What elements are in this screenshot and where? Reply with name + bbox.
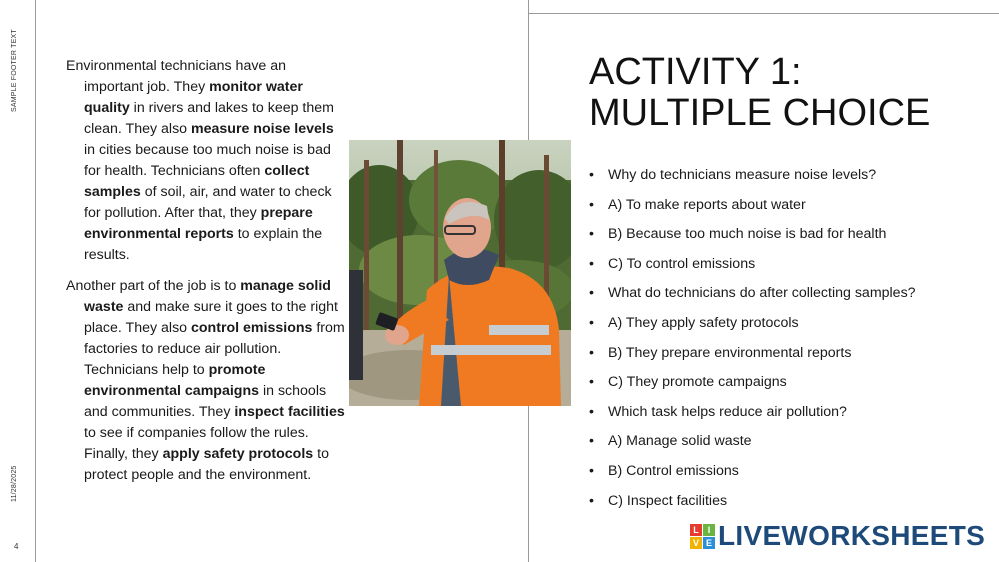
key-phrase: inspect facilities: [234, 404, 345, 420]
text-run: in rivers and lakes to keep them clean. They also: [84, 100, 334, 137]
text-run: in schools and communities. They: [84, 383, 327, 420]
footer-text: SAMPLE FOOTER TEXT: [11, 29, 18, 112]
answer-option[interactable]: • C) They promote campaigns: [589, 372, 916, 402]
technician-photo: [349, 140, 571, 406]
answer-option[interactable]: • B) Control emissions: [589, 461, 916, 491]
question-item: • Which task helps reduce air pollution?: [589, 402, 916, 432]
text-run: Another part of the job is to: [66, 278, 241, 294]
key-phrase: manage solid waste: [84, 278, 331, 315]
logo-block: I: [703, 524, 715, 536]
answer-option[interactable]: • A) Manage solid waste: [589, 431, 916, 461]
answer-option[interactable]: • B) They prepare environmental reports: [589, 343, 916, 373]
activity-title: [589, 52, 930, 134]
logo-block: V: [690, 537, 702, 549]
answer-option[interactable]: • C) To control emissions: [589, 254, 916, 284]
question-item: • Why do technicians measure noise levels?: [589, 165, 916, 195]
answer-option[interactable]: • C) Inspect facilities: [589, 491, 916, 521]
text-run: in cities because too much noise is bad for health. Technicians often: [84, 142, 331, 179]
text-run: of soil, air, and water to check for pollution. After that, they: [84, 184, 332, 221]
liveworksheets-logo[interactable]: [690, 521, 985, 551]
text-run: to explain the results.: [84, 226, 323, 263]
text-run: Environmental technicians have an important job. They: [66, 58, 287, 95]
title-line-2: MULTIPLE CHOICE: [589, 92, 931, 134]
key-phrase: prepare environmental reports: [84, 205, 313, 242]
key-phrase: control emissions: [191, 320, 313, 336]
question-list: [589, 165, 916, 520]
top-rule: [529, 13, 999, 14]
answer-option[interactable]: • B) Because too much noise is bad for health: [589, 224, 916, 254]
page-number: 4: [14, 542, 19, 551]
left-divider: [35, 0, 36, 562]
logo-blocks-icon: [690, 524, 715, 549]
text-run: to see if companies follow the rules. Finally, they: [84, 425, 309, 462]
key-phrase: collect samples: [84, 163, 310, 200]
text-run: to protect people and the environment.: [84, 446, 329, 483]
paragraph-1: [66, 56, 348, 266]
logo-block: L: [690, 524, 702, 536]
slide-date: 11/28/2025: [11, 465, 18, 502]
answer-option[interactable]: • A) They apply safety protocols: [589, 313, 916, 343]
reading-text: [66, 56, 348, 496]
answer-option[interactable]: • A) To make reports about water: [589, 195, 916, 225]
key-phrase: monitor water quality: [84, 79, 303, 116]
text-run: from factories to reduce air pollution. Technicians help to: [84, 320, 345, 378]
logo-text: LIVEWORKSHEETS: [718, 520, 986, 551]
key-phrase: apply safety protocols: [162, 446, 314, 462]
logo-block: E: [703, 537, 715, 549]
question-item: • What do technicians do after collecting samples?: [589, 283, 916, 313]
key-phrase: promote environmental campaigns: [84, 362, 266, 399]
text-run: and make sure it goes to the right place. They also: [84, 299, 338, 336]
key-phrase: measure noise levels: [191, 121, 334, 137]
paragraph-2: [66, 276, 348, 486]
title-line-1: ACTIVITY 1:: [589, 51, 802, 93]
